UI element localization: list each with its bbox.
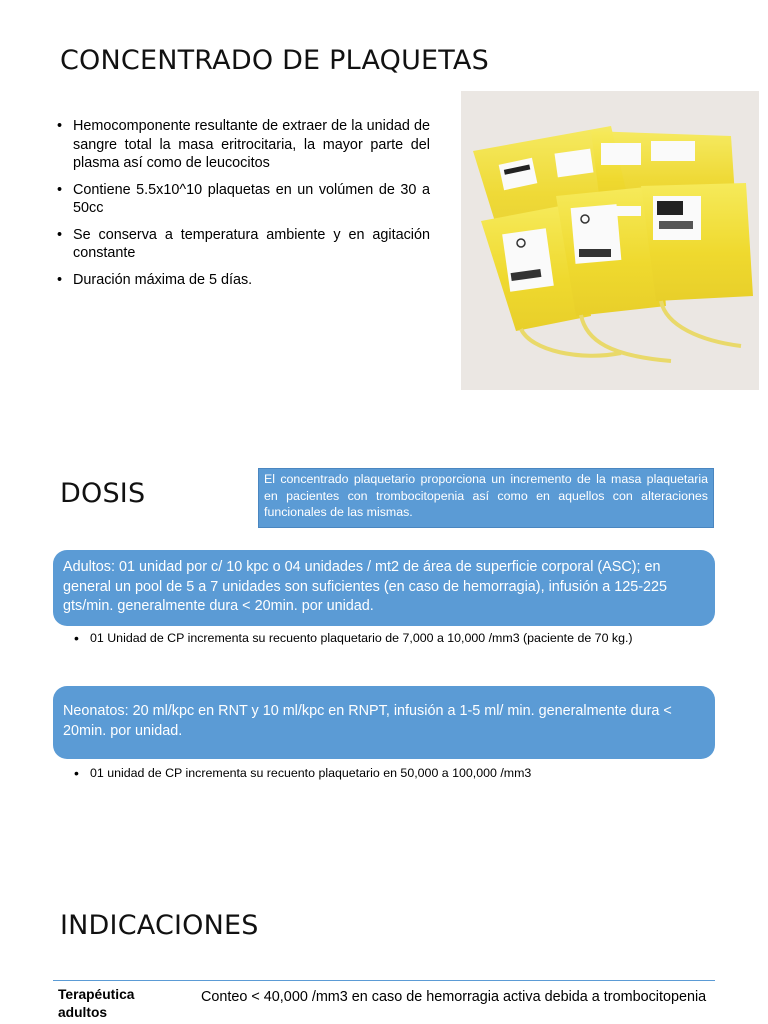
bullet-item: • Duración máxima de 5 días. [57,271,430,290]
adultos-sub-list [74,630,704,647]
description-list [57,117,430,297]
dosis-heading: DOSIS [60,478,146,509]
neonatos-sub-list [74,765,704,782]
indicaciones-heading: INDICACIONES [60,910,259,941]
bullet-item: • Hemocomponente resultante de extraer de la unidad de sangre total la masa eritrocitaria, la mayor parte del plasma así como de leucocitos [57,117,430,173]
dosis-note-box: El concentrado plaquetario proporciona un incremento de la masa plaquetaria en pacientes con trombocitopenia así como en aquellos con alteraciones funcionales de las mismas. [258,468,714,528]
platelet-bags-photo [461,91,759,390]
bullet-item: • Se conserva a temperatura ambiente y en agitación constante [57,226,430,263]
adultos-dose-box: Adultos: 01 unidad por c/ 10 kpc o 04 unidades / mt2 de área de superficie corporal (ASC); en general un pool de 5 a 7 unidades son suficientes (en caso de hemorragia), infusión a 125-225 gts/min. generalmente dura < 20min. por unidad. [53,550,715,626]
table-row-label: Terapéutica adultos [58,987,135,1020]
platelet-bags-image [461,91,759,390]
adultos-sub-item: • 01 Unidad de CP incrementa su recuento plaquetario de 7,000 a 10,000 /mm3 (paciente de 70 kg.) [74,630,704,647]
page-title: CONCENTRADO DE PLAQUETAS [60,45,489,76]
neonatos-dose-box: Neonatos: 20 ml/kpc en RNT y 10 ml/kpc en RNPT, infusión a 1-5 ml/ min. generalmente dura < 20min. por unidad. [53,686,715,759]
table-row-text: Conteo < 40,000 /mm3 en caso de hemorragia activa debida a trombocitopenia [201,989,707,1005]
neonatos-sub-item: • 01 unidad de CP incrementa su recuento plaquetario en 50,000 a 100,000 /mm3 [74,765,704,782]
bullet-item: • Contiene 5.5x10^10 plaquetas en un volúmen de 30 a 50cc [57,181,430,218]
table-top-border [53,980,715,981]
